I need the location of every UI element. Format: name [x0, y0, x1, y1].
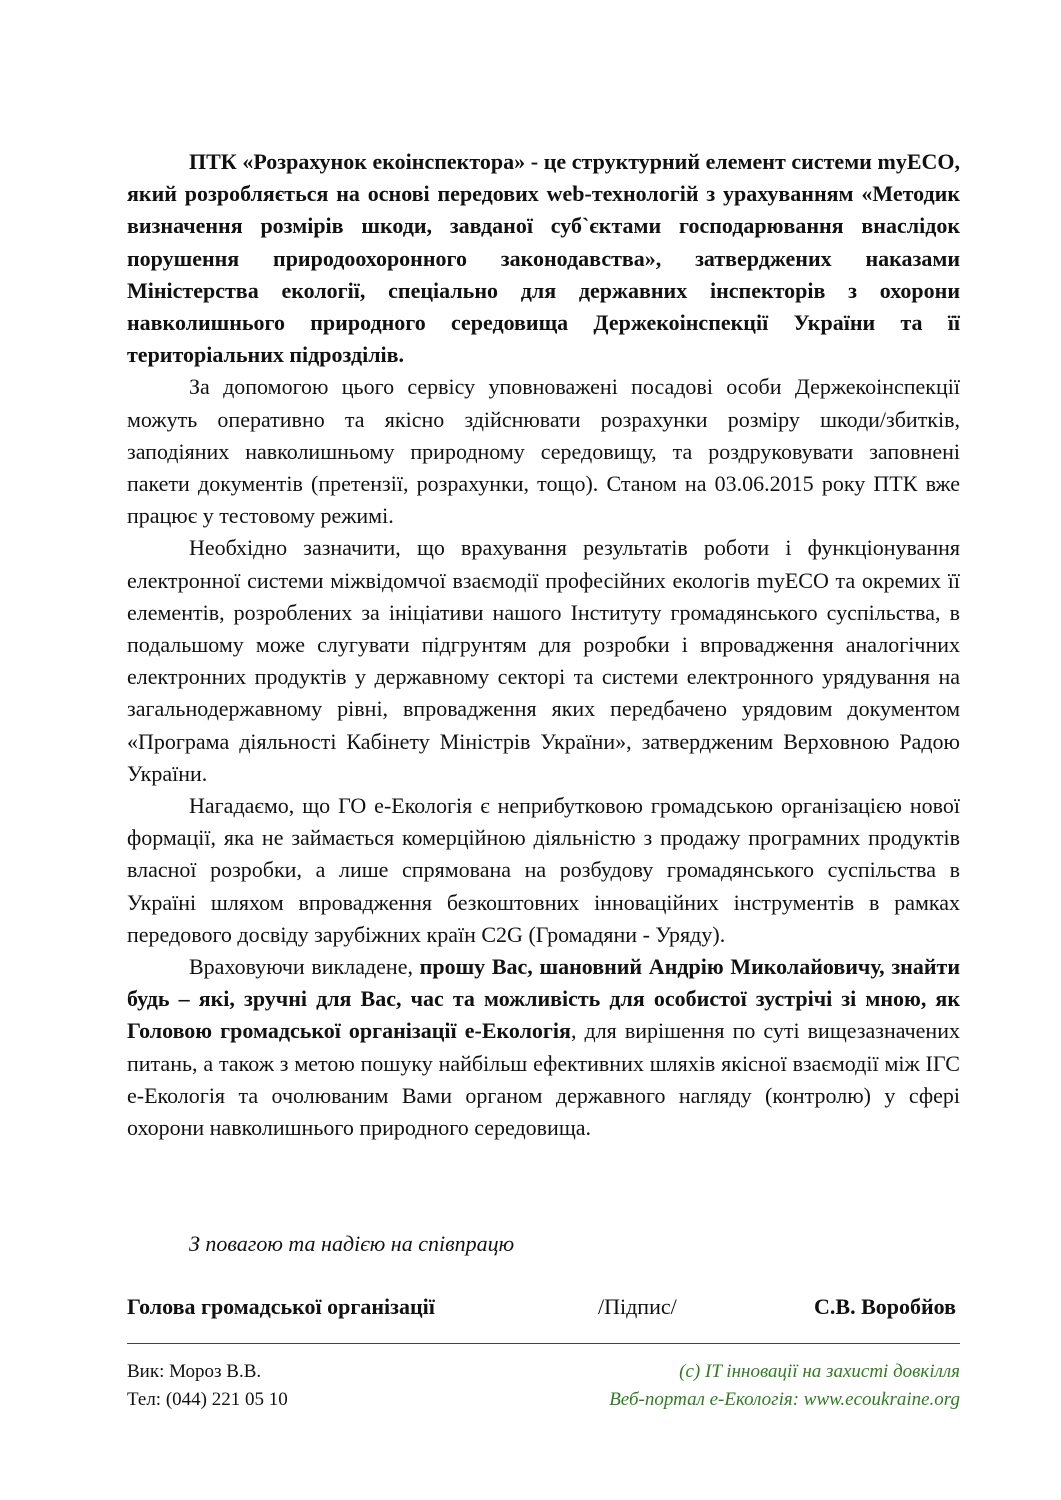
footer-divider: [127, 1343, 960, 1344]
footer-contacts: [127, 1358, 288, 1414]
slogan-line: (с) IT інновації на захисті довкілля: [679, 1361, 960, 1382]
signer-position: Голова громадської організації: [127, 1294, 435, 1319]
paragraph-myeco: Необхідно зазначити, що врахування результатів роботи і функціонування електронної системи міжвідомчої взаємодії професійних екологів myECO та окремих її елементів, розроблених за ініціативи нашого Інституту громадянського суспільства, в подальшому може слугувати підгрунтям для розробки і впровадження аналогічних електронних продуктів у державному секторі та системи електронного урядування на загальнодержавному рівні, впровадження яких передбачено урядовим документом «Програма діяльності Кабінету Міністрів України», затвердженим Верховною Радою України.: [127, 535, 960, 786]
signature-mark: /Підпис/: [598, 1294, 677, 1319]
paragraph-reminder: Нагадаємо, що ГО е-Екологія є неприбутковою громадською організацією нової формації, яка не займається комерційною діяльністю з продажу програмних продуктів власної розробки, а лише спрямована на розбудову громадянського суспільства в Україні шляхом впровадження безкоштовних інноваційних інструментів в рамках передового досвіду зарубіжних країн С2G (Громадяни - Уряду).: [127, 793, 960, 947]
paragraph-ptk-text: ПТК «Розрахунок екоінспектора» - це структурний елемент системи myECO, який розробляється на основі передових web-технологій з урахуванням «Методик визначення розмірів шкоди, завданої суб`єктами господарювання внаслідок порушення природоохоронного законодавства», затверджених наказами Міністерства екології, спеціально для державних інспекторів з охорони навколишнього природного середовища Держекоінспекції України та її територіальних підрозділів.: [127, 149, 960, 368]
paragraph-service: За допомогою цього сервісу уповноважені посадові особи Держекоінспекції можуть оперативно та якісно здійснювати розрахунки розміру шкоди/збитків, заподіяних навколишньому природному середовищу, та роздруковувати заповнені пакети документів (претензії, розрахунки, тощо). Станом на 03.06.2015 року ПТК вже працює у тестовому режимі.: [127, 374, 960, 529]
portal-line: Веб-портал е-Екологія: www.ecoukraine.org: [609, 1389, 960, 1410]
paragraph-ptk: [127, 146, 960, 371]
signer-name: С.В. Воробйов: [814, 1294, 956, 1319]
closing-phrase: З повагою та надією на співпрацю: [189, 1231, 515, 1256]
signature-row: [127, 1294, 960, 1326]
phone-line: Тел: (044) 221 05 10: [127, 1389, 288, 1410]
request-rest: , для вирішення по суті вищезазначених питань, а також з метою пошуку найбільш ефективних шляхів якісної взаємодії між ІГС е-Екологія та очолюваним Вами органом державного нагляду (контролю) у сфері охорони навколишнього природного середовища.: [127, 1018, 960, 1141]
letter-body: [127, 146, 960, 1144]
request-bold: прошу Вас, шановний Андрію Миколайовичу, знайти будь – які, зручні для Вас, час та можливість для особистої зустрічі зі мною, як Головою громадської організації е-Екологія: [127, 954, 961, 1044]
request-intro: Враховуючи викладене,: [189, 954, 420, 980]
footer-branding: [609, 1358, 960, 1414]
executor-line: Вик: Мороз В.В.: [127, 1361, 262, 1382]
paragraph-request: [127, 951, 960, 1144]
